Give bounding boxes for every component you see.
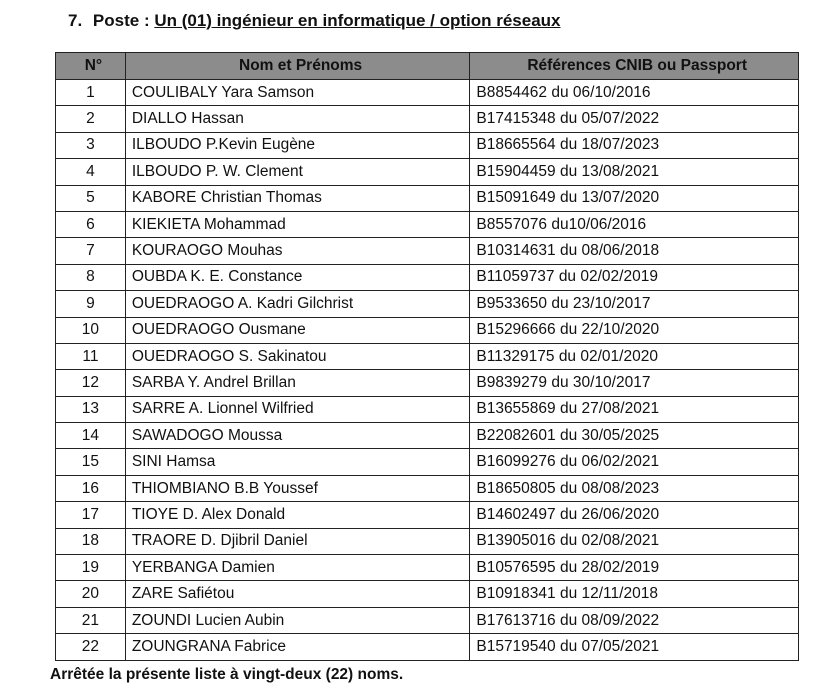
row-number: 19 bbox=[56, 555, 126, 581]
row-number: 13 bbox=[56, 396, 126, 422]
row-reference: B18650805 du 08/08/2023 bbox=[470, 475, 799, 501]
table-row bbox=[56, 370, 799, 396]
table-row bbox=[56, 291, 799, 317]
table-row bbox=[56, 528, 799, 554]
row-reference: B13905016 du 02/08/2021 bbox=[470, 528, 799, 554]
table-row bbox=[56, 396, 799, 422]
row-name: TRAORE D. Djibril Daniel bbox=[125, 528, 470, 554]
row-reference: B13655869 du 27/08/2021 bbox=[470, 396, 799, 422]
section-heading bbox=[68, 11, 561, 31]
row-reference: B14602497 du 26/06/2020 bbox=[470, 502, 799, 528]
candidates-table bbox=[55, 52, 799, 661]
row-name: ILBOUDO P. W. Clement bbox=[125, 159, 470, 185]
row-number: 14 bbox=[56, 423, 126, 449]
row-number: 8 bbox=[56, 264, 126, 290]
row-name: SARBA Y. Andrel Brillan bbox=[125, 370, 470, 396]
header-reference: Références CNIB ou Passport bbox=[470, 53, 799, 80]
row-name: SARRE A. Lionnel Wilfried bbox=[125, 396, 470, 422]
table-row bbox=[56, 502, 799, 528]
row-reference: B10576595 du 28/02/2019 bbox=[470, 555, 799, 581]
row-number: 16 bbox=[56, 475, 126, 501]
row-name: YERBANGA Damien bbox=[125, 555, 470, 581]
row-name: TIOYE D. Alex Donald bbox=[125, 502, 470, 528]
table-row bbox=[56, 238, 799, 264]
header-number: N° bbox=[56, 53, 126, 80]
row-number: 4 bbox=[56, 159, 126, 185]
row-number: 2 bbox=[56, 106, 126, 132]
row-number: 11 bbox=[56, 343, 126, 369]
row-name: THIOMBIANO B.B Youssef bbox=[125, 475, 470, 501]
table-row bbox=[56, 317, 799, 343]
row-name: DIALLO Hassan bbox=[125, 106, 470, 132]
section-number: 7. bbox=[68, 11, 83, 30]
row-reference: B15719540 du 07/05/2021 bbox=[470, 634, 799, 660]
row-reference: B17613716 du 08/09/2022 bbox=[470, 607, 799, 633]
row-name: SAWADOGO Moussa bbox=[125, 423, 470, 449]
row-reference: B22082601 du 30/05/2025 bbox=[470, 423, 799, 449]
row-reference: B16099276 du 06/02/2021 bbox=[470, 449, 799, 475]
table-row bbox=[56, 132, 799, 158]
row-name: ZOUNGRANA Fabrice bbox=[125, 634, 470, 660]
row-number: 18 bbox=[56, 528, 126, 554]
table-row bbox=[56, 449, 799, 475]
row-reference: B11059737 du 02/02/2019 bbox=[470, 264, 799, 290]
row-name: ILBOUDO P.Kevin Eugène bbox=[125, 132, 470, 158]
table-row bbox=[56, 106, 799, 132]
table-row bbox=[56, 475, 799, 501]
row-number: 9 bbox=[56, 291, 126, 317]
row-number: 15 bbox=[56, 449, 126, 475]
table-row bbox=[56, 581, 799, 607]
table-row bbox=[56, 185, 799, 211]
table-row bbox=[56, 634, 799, 660]
row-name: KOURAOGO Mouhas bbox=[125, 238, 470, 264]
row-reference: B9839279 du 30/10/2017 bbox=[470, 370, 799, 396]
table-row bbox=[56, 423, 799, 449]
row-number: 6 bbox=[56, 211, 126, 237]
row-name: ZARE Safiétou bbox=[125, 581, 470, 607]
row-name: SINI Hamsa bbox=[125, 449, 470, 475]
section-label: Poste : bbox=[92, 11, 150, 30]
row-reference: B11329175 du 02/01/2020 bbox=[470, 343, 799, 369]
row-number: 21 bbox=[56, 607, 126, 633]
row-reference: B15091649 du 13/07/2020 bbox=[470, 185, 799, 211]
row-number: 22 bbox=[56, 634, 126, 660]
row-reference: B15904459 du 13/08/2021 bbox=[470, 159, 799, 185]
row-reference: B10314631 du 08/06/2018 bbox=[470, 238, 799, 264]
row-name: ZOUNDI Lucien Aubin bbox=[125, 607, 470, 633]
row-reference: B18665564 du 18/07/2023 bbox=[470, 132, 799, 158]
row-name: COULIBALY Yara Samson bbox=[125, 80, 470, 106]
row-name: OUEDRAOGO A. Kadri Gilchrist bbox=[125, 291, 470, 317]
row-number: 20 bbox=[56, 581, 126, 607]
row-number: 12 bbox=[56, 370, 126, 396]
row-number: 7 bbox=[56, 238, 126, 264]
table-row bbox=[56, 211, 799, 237]
header-name: Nom et Prénoms bbox=[125, 53, 470, 80]
row-name: KABORE Christian Thomas bbox=[125, 185, 470, 211]
row-number: 3 bbox=[56, 132, 126, 158]
table-header-row bbox=[56, 53, 799, 80]
row-number: 5 bbox=[56, 185, 126, 211]
row-name: KIEKIETA Mohammad bbox=[125, 211, 470, 237]
row-reference: B10918341 du 12/11/2018 bbox=[470, 581, 799, 607]
table-row bbox=[56, 264, 799, 290]
row-name: OUBDA K. E. Constance bbox=[125, 264, 470, 290]
row-name: OUEDRAOGO S. Sakinatou bbox=[125, 343, 470, 369]
post-title: Un (01) ingénieur en informatique / option réseaux bbox=[154, 11, 561, 30]
row-reference: B9533650 du 23/10/2017 bbox=[470, 291, 799, 317]
table-row bbox=[56, 343, 799, 369]
row-name: OUEDRAOGO Ousmane bbox=[125, 317, 470, 343]
row-reference: B8854462 du 06/10/2016 bbox=[470, 80, 799, 106]
closing-statement: Arrêtée la présente liste à vingt-deux (22) noms. bbox=[50, 666, 404, 683]
row-number: 1 bbox=[56, 80, 126, 106]
table-row bbox=[56, 607, 799, 633]
table-row bbox=[56, 159, 799, 185]
row-reference: B8557076 du10/06/2016 bbox=[470, 211, 799, 237]
row-reference: B17415348 du 05/07/2022 bbox=[470, 106, 799, 132]
table-row bbox=[56, 80, 799, 106]
row-reference: B15296666 du 22/10/2020 bbox=[470, 317, 799, 343]
row-number: 10 bbox=[56, 317, 126, 343]
table-row bbox=[56, 555, 799, 581]
row-number: 17 bbox=[56, 502, 126, 528]
